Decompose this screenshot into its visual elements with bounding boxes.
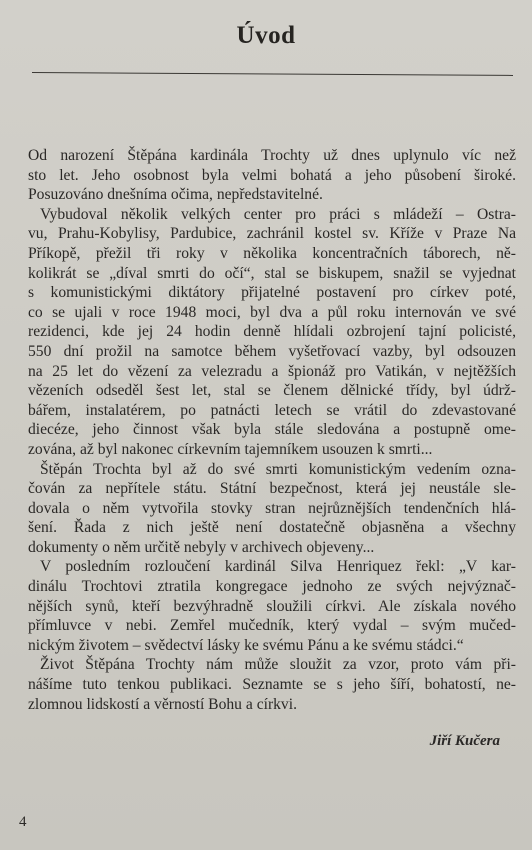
text-line: 550 dní prožil na samotce během vyšetřovací vazby, byl odsouzen	[28, 342, 516, 360]
text-line: dovala o něm vytvořila stovky stran nejrůznějších tendenčních hlá-	[28, 499, 516, 517]
chapter-title: Úvod	[236, 22, 296, 49]
body-text	[28, 146, 516, 714]
text-line: Vybudoval několik velkých center pro práci s mládeží – Ostra-	[40, 205, 516, 223]
text-line: Příkopě, přežil tři roky v několika koncentračních táborech, ně-	[28, 244, 516, 262]
text-line: Od narození Štěpána kardinála Trochty už dnes uplynulo víc než	[28, 147, 516, 164]
text-line: přímluvce v nebi. Zemřel mučedník, který vydal – svým mučed-	[28, 617, 516, 635]
text-line: Štěpán Trochta byl až do své smrti komunistickým vedením ozna-	[40, 460, 516, 478]
text-line: diecéze, jeho činnost však byla stále sledována a postupně ome-	[28, 421, 516, 439]
text-line: dinálu Trochtovi ztratila kongregace jednoho ze svých nejvýznač-	[28, 578, 516, 596]
text-line: co se ujali v roce 1948 moci, byl dva a půl roku internován ve své	[28, 303, 516, 321]
text-line: na 25 let do vězení za velezradu a špionáž pro Vatikán, v nejtěžších	[28, 362, 516, 380]
text-line: dokumenty o něm určitě nebyly v archivech objeveny...	[28, 538, 375, 556]
text-line: V posledním rozloučení kardinál Silva Henriquez řekl: „V kar-	[40, 558, 516, 576]
text-line: nickým životem – svědectví lásky ke svému Pánu a ke svému stádci.“	[28, 636, 464, 654]
text-line: sto let. Jeho osobnost byla velmi bohatá a jeho působení široké.	[28, 166, 516, 184]
text-line: vězeních odseděl šest let, stal se členem dělnické třídy, byl údrž-	[28, 382, 516, 400]
text-line: s komunistickými diktátory přijatelné postavení pro církev poté,	[28, 284, 516, 302]
author-signature: Jiří Kučera	[429, 733, 500, 749]
title-rule	[32, 72, 513, 76]
text-line: Život Štěpána Trochty nám může sloužit za vzor, proto vám při-	[40, 656, 516, 674]
page-number: 4	[19, 814, 27, 830]
text-line: rezidenci, kde jej 24 hodin denně hlídali ozbrojení tajní policisté,	[28, 323, 516, 341]
text-line: zována, až byl nakonec církevním tajemníkem usouzen k smrti...	[28, 440, 433, 458]
text-line: zlomnou lidskostí a věrností Bohu a církvi.	[28, 695, 297, 713]
text-line: bářem, instalatérem, po patnácti letech se vrátil do zdevastované	[28, 401, 516, 419]
text-line: nášíme tuto tenkou publikaci. Seznamte se s jeho šíří, bohatostí, ne-	[28, 676, 516, 694]
text-line: Posuzováno dnešníma očima, nepředstavitelné.	[28, 186, 323, 204]
text-line: vu, Prahu-Kobylisy, Pardubice, zachránil kostel sv. Kříže v Praze Na	[28, 225, 516, 243]
text-line: čován za nepřítele státu. Státní bezpečnost, která jej neustále sle-	[28, 480, 516, 498]
text-line: šení. Řada z nich ještě není dostatečně objasněna a všechny	[28, 519, 516, 537]
text-line: kolikrát se „díval smrti do očí“, stal se biskupem, snažil se vyjednat	[28, 264, 516, 282]
text-line: nějších synů, kteří bezvýhradně sloužili církvi. Ale získala nového	[28, 597, 516, 615]
